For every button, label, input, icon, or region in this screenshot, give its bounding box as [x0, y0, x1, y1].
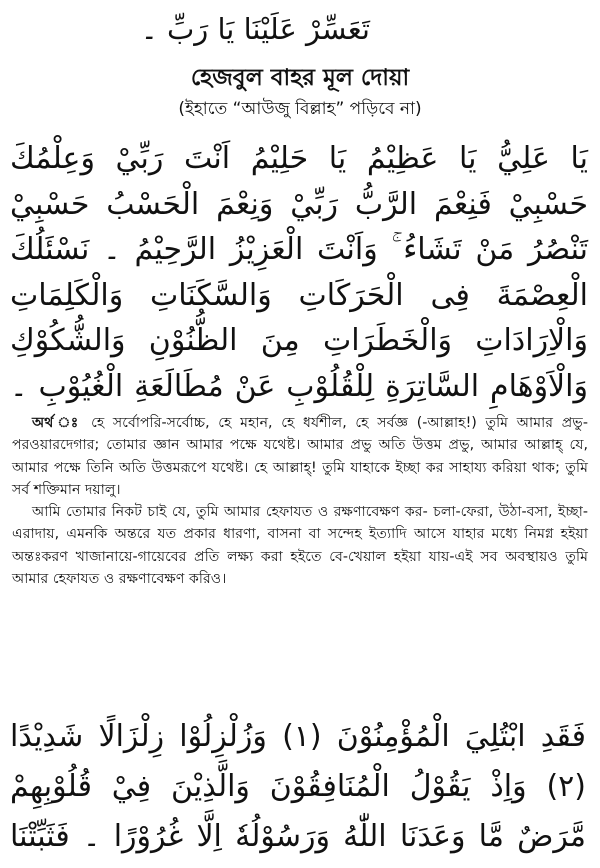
quran-line: فَقَدِ ابْتُلِيَ الْمُؤْمِنُوْنَ (١) وَزُلْزِلُوْا زِلْزَالًا شَدِيْدًا: [10, 719, 586, 754]
translation-label: অর্থ ঃ: [32, 415, 83, 431]
dua-arabic-block: [10, 136, 588, 409]
page-subtitle: (ইহাতে “আউজু বিল্লাহ” পড়িবে না): [178, 99, 422, 119]
quran-arabic-block: [10, 712, 586, 862]
quran-line: (٢) وَاِذْ يَقُوْلُ الْمُنَافِقُوْنَ وَالَّذِيْنَ فِيْ قُلُوْبِهِمْ: [10, 769, 586, 804]
translation-text-1: হে সর্বোপরি-সর্বোচ্চ, হে মহান, হে ধর্যশীল, হে সর্বজ্ঞ (-আল্লাহ!) তুমি আমার প্রভু-পরওয়ারদেগার; তোমার জ্ঞান আমার পক্ষে যথেষ্ট। আমার প্রভু অতি উত্তম প্রভু, আমার আল্লাহ্ যে, আমার পক্ষে তিনি অতি উত্তমরূপে যথেষ্ট। হে আল্লাহ্! তুমি যাহাকে ইচ্ছা কর সাহায্য করিয়া থাক; তুমি সর্ব শক্তিমান দয়ালু।: [12, 415, 588, 498]
page-title: হেজবুল বাহর মূল দোয়া: [190, 65, 410, 91]
dua-line: الْعِصْمَةَ فِى الْحَرَكَاتِ وَالسَّكَنَاتِ وَالْكَلِمَاتِ: [10, 277, 588, 313]
dua-line: وَالْاَوْهَامِ السَّاتِرَةِ لِلْقُلُوْبِ عَنْ مُطَالَعَةِ الْغُيُوْبِ ۔: [10, 368, 588, 404]
translation-paragraph-1: [12, 412, 588, 501]
dua-line: حَسْبِيْ فَنِعْمَ الرَّبُّ رَبِّيْ وَنِعْمَ الْحَسْبُ حَسْبِيْ: [10, 186, 588, 222]
top-arabic-line: تَعَسِّرْ عَلَيْنَا يَا رَبِّ ۔: [140, 12, 370, 46]
dua-line: يَا عَلِيُّ يَا عَظِيْمُ يَا حَلِيْمُ اَنْتَ رَبِّيْ وَعِلْمُكَ: [10, 141, 588, 176]
dua-line: وَالْاِرَادَاتِ وَالْخَطَرَاتِ مِنَ الظُّنُوْنِ وَالشُّكُوْكِ: [10, 323, 588, 358]
quran-line: مَّرَضٌ مَّا وَعَدَنَا اللّٰهُ وَرَسُوْلُهٗ اِلَّا غُرُوْرًا ۔ فَثَبِّتْنَا: [10, 819, 586, 854]
translation-paragraph-2: আমি তোমার নিকট চাই যে, তুমি আমার হেফাযত ও রক্ষণাবেক্ষণ কর- চলা-ফেরা, উঠা-বসা, ইচ্ছা-এরাদায়, এমনকি অন্তরে যত প্রকার ধারণা, বাসনা বা সন্দেহ ইত্যাদি আসে যাহার মধ্যে নিমগ্ন হইয়া অন্তঃকরণ খাজানায়ে-গায়েবের প্রতি লক্ষ্য করা হইতে বে-খেয়াল হইয়া যায়-এই সব অবস্থায়ও তুমি আমার হেফাযত ও রক্ষণাবেক্ষণ করিও।: [12, 504, 588, 588]
translation-block: [12, 412, 588, 590]
dua-line: تَنْصُرُ مَنْ تَشَاءُ ۚ وَاَنْتَ الْعَزِيْزُ الرَّحِيْمُ ۔ نَسْئَلُكَ: [10, 232, 588, 267]
